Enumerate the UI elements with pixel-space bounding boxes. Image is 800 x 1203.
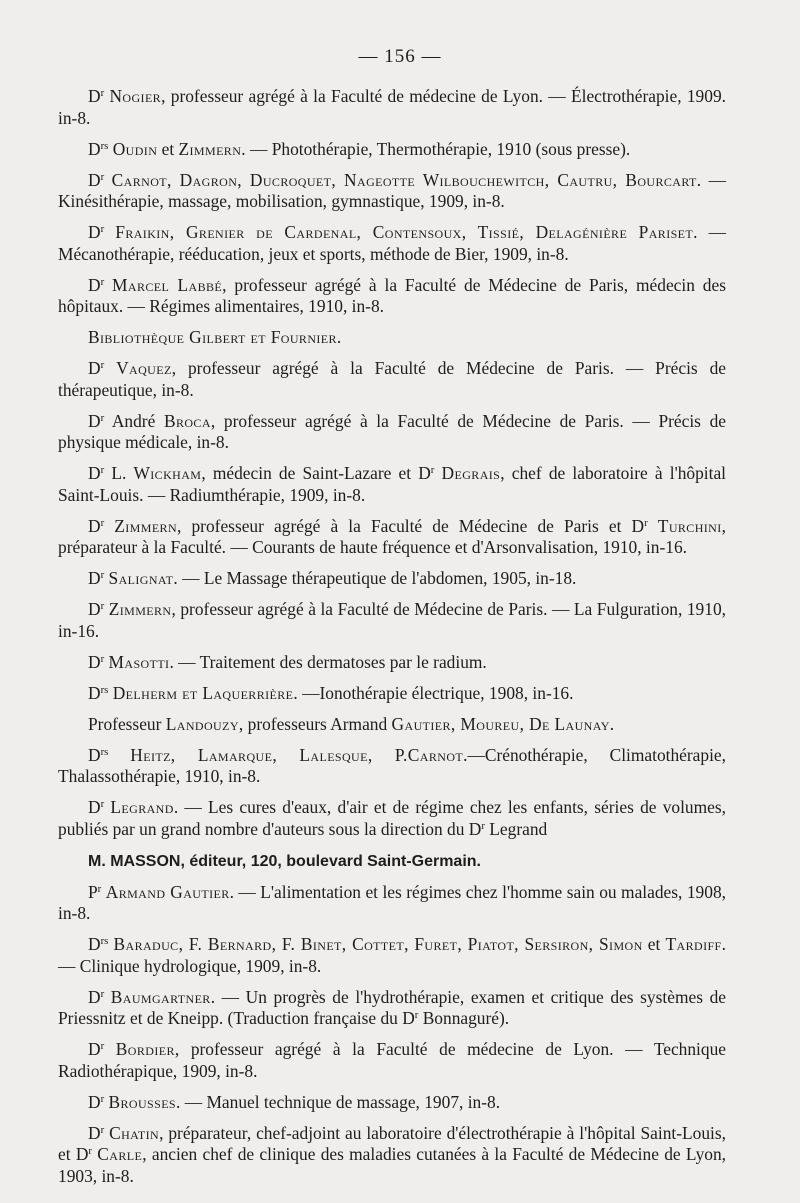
entry-authors: Marcel Labbé	[112, 274, 223, 295]
entry-text: . — Clinique hydrologique, 1909, in-8.	[58, 934, 726, 976]
honorific: $D^r$	[468, 818, 485, 839]
entry-authors: Oudin	[112, 138, 158, 159]
entry-text: , ancien chef de clinique des maladies cutanées à la Faculté de Médecine de Lyon, 1903, in-8.	[58, 1144, 726, 1186]
honorific: $D^r$	[88, 463, 105, 483]
entry-authors: Tardiff	[665, 934, 722, 954]
bibliography-entry	[58, 1123, 726, 1188]
entry-text: . — L'alimentation et les régimes chez l'homme sain ou malades, 1908, in-8.	[58, 881, 726, 923]
bibliography-list	[58, 86, 726, 1197]
entry-text: , professeur agrégé à la Faculté de Médecine de Paris. — La Fulguration, 1910, in-16.	[58, 599, 726, 641]
entry-text: .	[609, 713, 615, 734]
honorific: $D^r$	[418, 463, 435, 483]
entry-text: , professeur agrégé à la Faculté de Médecine de Paris. — Précis de physique médicale, in-8.	[58, 410, 726, 452]
honorific: $D^{rs}$	[88, 744, 109, 765]
bibliography-entry	[58, 516, 726, 559]
honorific: $D^r$	[88, 86, 105, 106]
entry-authors: Zimmern	[114, 515, 178, 536]
entry-authors: Fraikin, Grenier de Cardenal, Contensoux, Tissié, Delagénière Pariset	[115, 222, 694, 242]
entry-authors: Turchini	[657, 515, 722, 536]
entry-authors: Zimmern	[178, 138, 242, 159]
honorific: $D^r$	[402, 1008, 419, 1028]
entry-authors: Broca	[163, 410, 211, 431]
honorific: $D^r$	[88, 274, 105, 295]
entry-text: . — Photothérapie, Thermothérapie, 1910 (sous presse).	[241, 138, 631, 159]
entry-authors: Gautier, Moureu, De Launay	[391, 713, 610, 734]
bibliography-entry	[58, 797, 726, 840]
entry-text: , préparateur, chef-adjoint au laboratoire d'électrothérapie à l'hôpital Saint-Louis, et	[58, 1122, 726, 1164]
entry-authors: Heitz, Lamarque, Lalesque, P.Carnot	[130, 744, 464, 765]
honorific: $D^r$	[88, 358, 105, 378]
entry-authors: Vaquez	[116, 358, 172, 378]
honorific: $D^{rs}$	[88, 138, 109, 159]
entry-text: . — Les cures d'eaux, d'air et de régime chez les enfants, séries de volumes, publiés par un grand nombre d'auteurs sous la direction du	[58, 797, 726, 839]
bibliography-entry	[58, 463, 726, 506]
entry-authors: Baraduc, F. Bernard, F. Binet, Cottet, Furet, Piatot, Sersiron, Simon	[113, 934, 643, 954]
honorific: $D^r$	[88, 169, 105, 190]
bibliography-entry	[58, 1092, 726, 1114]
bibliography-entry	[58, 1039, 726, 1082]
honorific: $D^{rs}$	[88, 934, 109, 954]
bibliography-entry	[58, 222, 726, 265]
bibliography-entry	[58, 139, 726, 161]
entry-text: . — Manuel technique de massage, 1907, in-8.	[176, 1091, 501, 1112]
page-number: — 156 —	[358, 46, 442, 67]
entry-text: , professeur agrégé à la Faculté de médecine de Lyon. — Électrothérapie, 1909. in-8.	[58, 86, 726, 128]
entry-text: . — Un progrès de l'hydrothérapie, examen et critique des systèmes de Priessnitz et de Kneipp. (Traduction française du	[58, 986, 726, 1028]
entry-authors: Degrais	[441, 463, 501, 483]
honorific: $P^r$	[88, 881, 102, 902]
entry-text: , professeurs Armand	[238, 713, 392, 734]
entry-authors: Salignat	[108, 568, 174, 588]
entry-text: , professeur agrégé à la Faculté de Médecine de Paris. — Précis de thérapeutique, in-8.	[58, 358, 726, 400]
publisher-line: M. MASSON, éditeur, 120, boulevard Saint-Germain.	[88, 852, 481, 870]
entry-text: . —Ionothérapie électrique, 1908, in-16.	[293, 682, 574, 703]
bibliography-entry	[58, 745, 726, 788]
entry-authors: Armand Gautier	[105, 881, 230, 902]
entry-text: Bonnaguré).	[422, 1008, 510, 1028]
entry-text: , professeur agrégé à la Faculté de Médecine de Paris et	[177, 515, 632, 536]
honorific: $D^r$	[88, 410, 105, 431]
bibliography-entry	[58, 568, 726, 590]
entry-authors: Carnot, Dagron, Ducroquet, Nageotte Wilbouchewitch, Cautru, Bourcart	[111, 169, 697, 190]
bibliography-entry	[58, 86, 726, 129]
bibliography-entry	[58, 358, 726, 401]
honorific: $D^r$	[75, 1144, 92, 1164]
entry-authors: Chatin	[109, 1122, 160, 1143]
honorific: $D^r$	[88, 1039, 105, 1059]
entry-authors: Nogier	[109, 86, 162, 106]
entry-prefix: André	[111, 410, 164, 431]
entry-authors: Wickham	[133, 463, 202, 483]
entry-text: et	[642, 934, 666, 954]
entry-text: .—Crénothérapie, Climatothérapie, Thalassothérapie, 1910, in-8.	[58, 744, 726, 786]
honorific: $D^{rs}$	[88, 682, 109, 703]
entry-prefix: L.	[111, 463, 134, 483]
entry-authors: Zimmern	[108, 599, 172, 619]
entry-authors: Landouzy	[165, 713, 239, 734]
bibliography-entry	[58, 987, 726, 1030]
entry-text: , médecin de Saint-Lazare et	[201, 463, 419, 483]
entry-authors: Bordier	[115, 1039, 175, 1059]
bibliography-entry	[58, 714, 726, 736]
entry-authors: Baumgartner	[110, 986, 211, 1007]
entry-authors: Legrand	[110, 797, 174, 817]
bibliography-entry	[58, 934, 726, 977]
bibliography-entry	[58, 850, 726, 873]
bibliography-entry	[58, 882, 726, 925]
honorific: $D^r$	[88, 986, 105, 1007]
honorific: $D^r$	[88, 1091, 105, 1112]
entry-text: . — Traitement des dermatoses par le radium.	[169, 651, 487, 672]
honorific: $D^r$	[88, 515, 105, 536]
bibliography-entry	[58, 599, 726, 642]
entry-text: , préparateur à la Faculté. — Courants de haute fréquence et d'Arsonvalisation, 1910, in-16.	[58, 515, 726, 557]
entry-text: . — Mécanothérapie, rééducation, jeux et sports, méthode de Bier, 1909, in-8.	[58, 222, 726, 264]
entry-authors: Masotti	[108, 651, 170, 672]
entry-authors: Carle	[97, 1144, 143, 1164]
entry-text: et	[157, 138, 179, 159]
entry-text: , professeur agrégé à la Faculté de médecine de Lyon. — Technique Radiothérapique, 1909, in-8.	[58, 1039, 726, 1081]
bibliography-entry	[58, 652, 726, 674]
honorific: $D^r$	[88, 797, 105, 817]
entry-text: . — Le Massage thérapeutique de l'abdomen, 1905, in-18.	[173, 568, 577, 588]
honorific: $D^r$	[88, 651, 105, 672]
entry-text: , professeur agrégé à la Faculté de Médecine de Paris, médecin des hôpitaux. — Régimes alimentaires, 1910, in-8.	[58, 274, 726, 316]
entry-text: Legrand	[489, 818, 548, 839]
honorific: $D^r$	[88, 1122, 105, 1143]
entry-text: , chef de laboratoire à l'hôpital Saint-Louis. — Radiumthérapie, 1909, in-8.	[58, 463, 727, 505]
honorific: $D^r$	[88, 568, 105, 588]
bibliography-entry	[58, 411, 726, 454]
bibliography-entry	[58, 327, 726, 349]
entry-authors: Brousses	[108, 1091, 177, 1112]
bibliography-entry	[58, 683, 726, 705]
section-heading: Bibliothèque Gilbert et Fournier.	[88, 327, 342, 347]
honorific: $D^r$	[88, 222, 105, 242]
entry-text: . — Kinésithérapie, massage, mobilisation, gymnastique, 1909, in-8.	[58, 169, 726, 211]
entry-authors: Delherm et Laquerrière	[112, 682, 294, 703]
bibliography-entry	[58, 275, 726, 318]
honorific: $D^r$	[631, 515, 648, 536]
bibliography-entry	[58, 170, 726, 213]
entry-prefix: Professeur	[88, 713, 166, 734]
honorific: $D^r$	[88, 599, 105, 619]
